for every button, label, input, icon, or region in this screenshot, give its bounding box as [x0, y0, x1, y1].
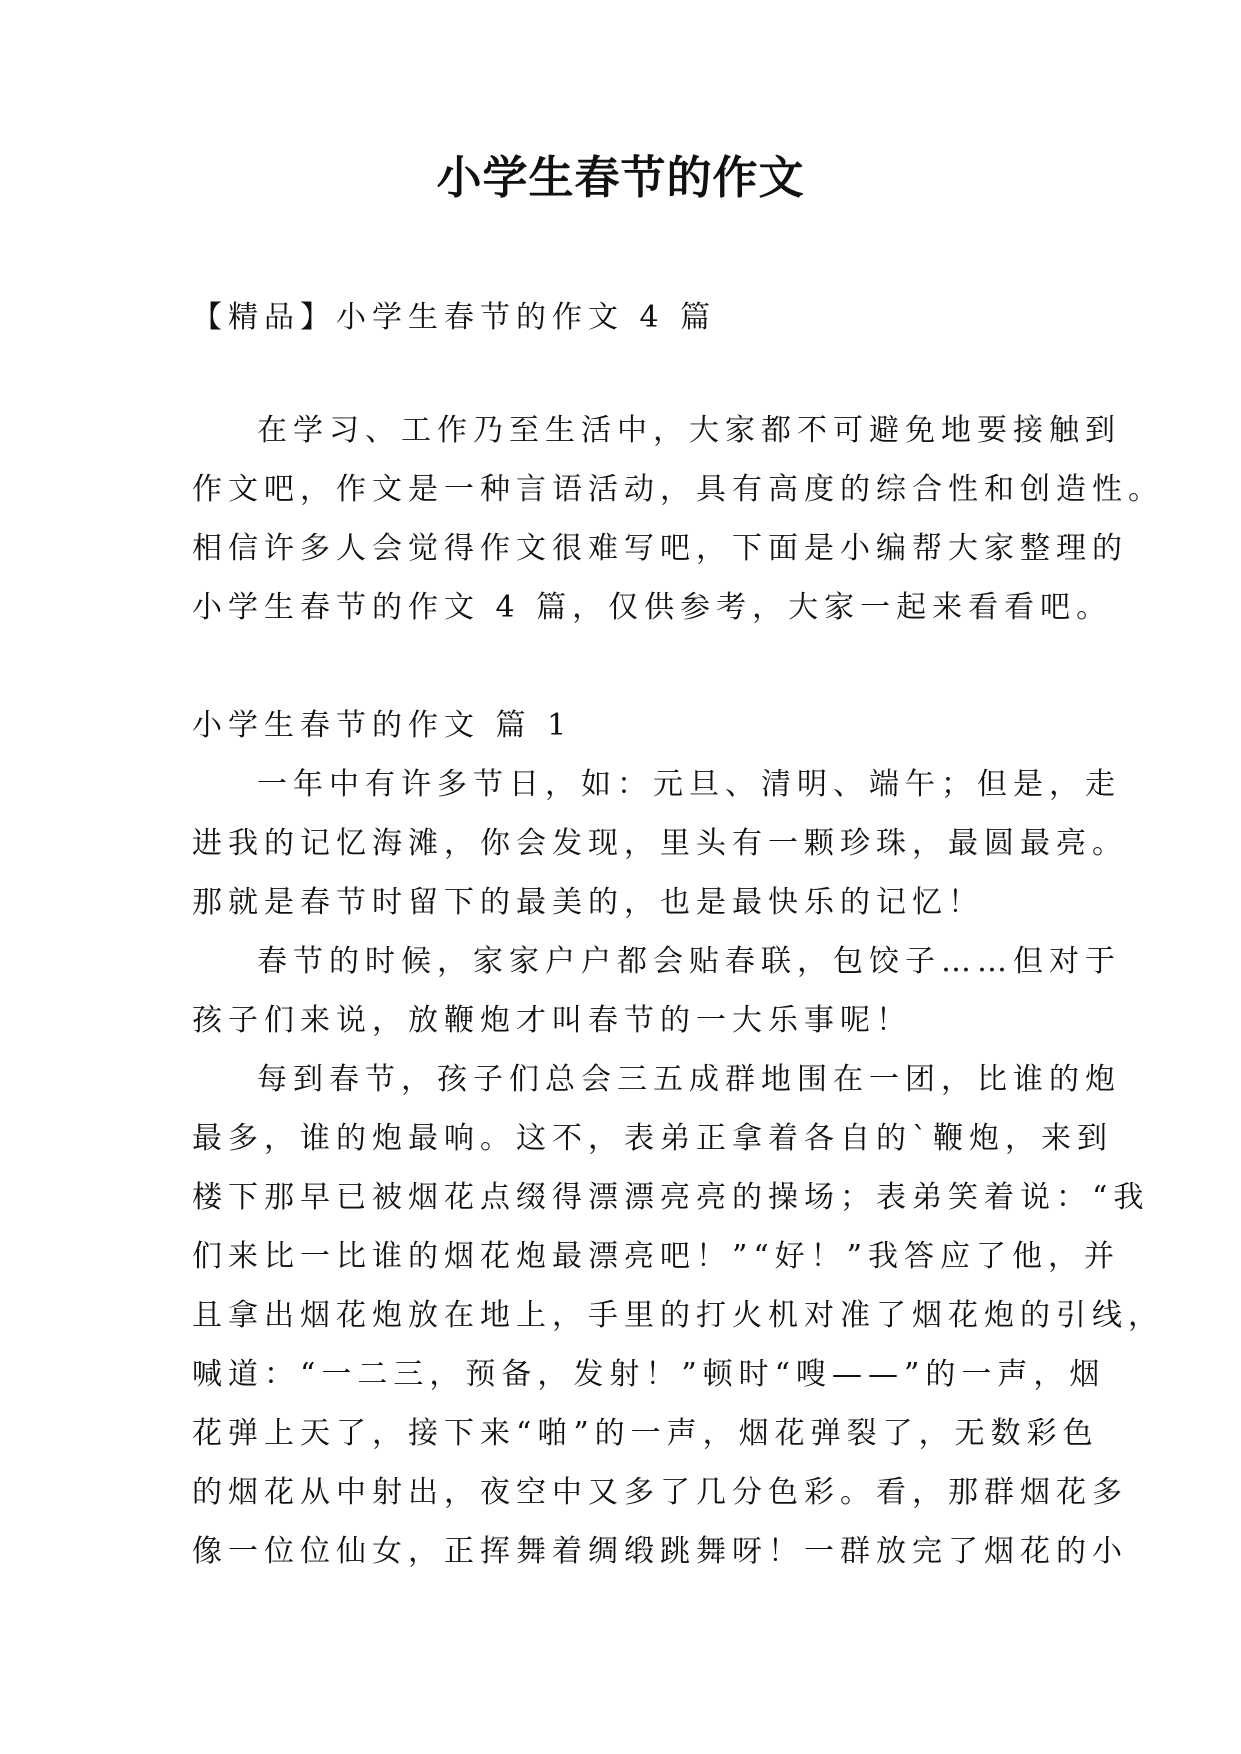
- intro-line: 作文吧，作文是一种言语活动，具有高度的综合性和创造性。: [192, 472, 1164, 507]
- body-line: 进我的记忆海滩，你会发现，里头有一颗珍珠，最圆最亮。: [192, 826, 1128, 861]
- intro-paragraph: [192, 401, 1164, 637]
- body-line: 喊道：“一二三，预备，发射！”顿时“嗖——”的一声，烟: [192, 1357, 1106, 1392]
- body-line: 的烟花从中射出，夜空中又多了几分色彩。看，那群烟花多: [192, 1475, 1128, 1510]
- body-line: 每到春节，孩子们总会三五成群地围在一团，比谁的炮: [257, 1062, 1121, 1097]
- document-title: 小学生春节的作文: [436, 151, 805, 204]
- body-line: 一年中有许多节日，如：元旦、清明、端午；但是，走: [257, 767, 1121, 802]
- body-line: 孩子们来说，放鞭炮才叫春节的一大乐事呢！: [192, 1003, 912, 1038]
- body-line: 且拿出烟花炮放在地上，手里的打火机对准了烟花炮的引线，: [192, 1298, 1164, 1333]
- body-line: 那就是春节时留下的最美的，也是最快乐的记忆！: [192, 885, 984, 920]
- intro-line: 相信许多人会觉得作文很难写吧，下面是小编帮大家整理的: [192, 531, 1128, 566]
- document-subtitle: 【精品】小学生春节的作文 4 篇: [192, 300, 717, 335]
- section-heading: 小学生春节的作文 篇 1: [192, 708, 573, 743]
- intro-line: 在学习、工作乃至生活中，大家都不可避免地要接触到: [257, 413, 1121, 448]
- body-line: 楼下那早已被烟花点缀得漂漂亮亮的操场；表弟笑着说：“我: [192, 1180, 1150, 1215]
- body-line: 春节的时候，家家户户都会贴春联，包饺子……但对于: [257, 944, 1121, 979]
- essay-section-1: [192, 696, 1164, 1581]
- body-line: 像一位位仙女，正挥舞着绸缎跳舞呀！一群放完了烟花的小: [192, 1534, 1128, 1569]
- body-line: 们来比一比谁的烟花炮最漂亮吧！”“好！”我答应了他，并: [192, 1239, 1121, 1274]
- body-line: 花弹上天了，接下来“啪”的一声，烟花弹裂了，无数彩色: [192, 1416, 1099, 1451]
- body-line: 最多，谁的炮最响。这不，表弟正拿着各自的`鞭炮，来到: [192, 1121, 1113, 1156]
- intro-line: 小学生春节的作文 4 篇，仅供参考，大家一起来看看吧。: [192, 590, 1113, 625]
